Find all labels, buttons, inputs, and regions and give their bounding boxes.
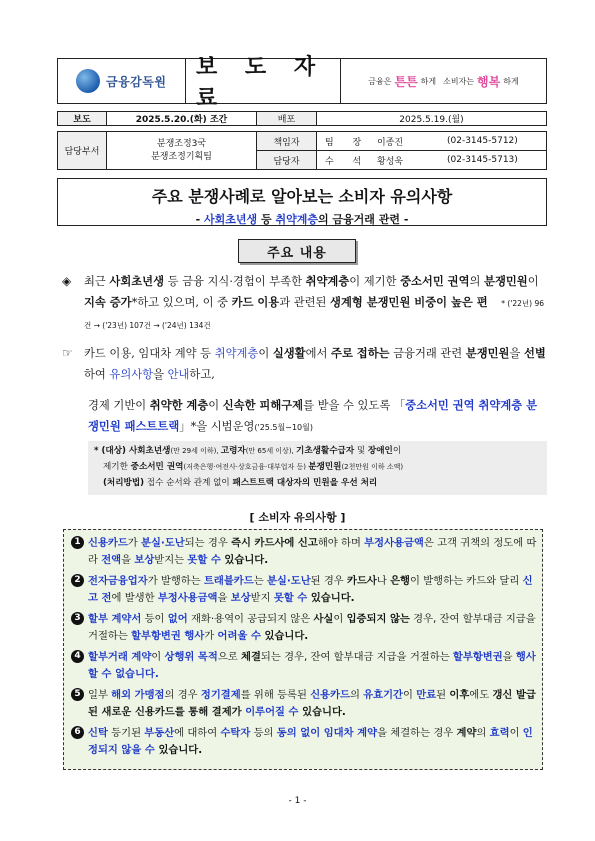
contact-name: 황성욱 — [377, 156, 404, 167]
text-run: 중소서민 권역 취약계층 분쟁민원 패스트트랙 — [88, 399, 537, 433]
text-run: 이 — [509, 727, 523, 739]
text-run: 이 — [392, 446, 402, 456]
text-run: 신탁 — [88, 727, 108, 739]
text-run: 된 경우 — [310, 575, 348, 587]
text-run: 주로 접하는 — [331, 347, 390, 360]
team-name: 분쟁조정3국 — [156, 138, 207, 149]
text-run: 부동산 — [144, 727, 175, 739]
text-run: 나 — [376, 575, 391, 587]
text-run: 은행 — [390, 575, 411, 587]
text-run: 등이 — [141, 613, 168, 625]
paragraph-text — [62, 271, 547, 336]
text-run: ('25.5월∼10월) — [254, 423, 313, 432]
text-run: 된 — [436, 689, 450, 701]
contact-table — [57, 131, 547, 170]
text-run: 이 발행하는 카드와 달리 — [410, 575, 523, 587]
text-run: 이 — [527, 275, 539, 288]
text-run: 상행위 목적 — [164, 651, 218, 663]
distribution-label: 배포 — [257, 112, 317, 125]
text-run: 으로 — [217, 651, 241, 663]
text-run: 없어 — [167, 613, 188, 625]
text-run: 분쟁민원 — [308, 462, 342, 472]
text-run: 유효기간 — [363, 689, 404, 701]
summary-paragraph-1 — [62, 271, 547, 336]
text-run: 지속 증가 — [84, 296, 132, 309]
text-run: 을 — [502, 651, 516, 663]
headline-box — [57, 178, 547, 226]
text-run: 갱신 발급된 새로운 신용카드를 통해 결제가 — [88, 689, 536, 718]
text-run: 있습니다. — [154, 744, 203, 756]
headline: 주요 분쟁사례로 알아보는 소비자 유의사항 — [151, 187, 453, 206]
text-run: *하고 있으며, 이 중 — [131, 296, 232, 309]
text-run: 경제 기반이 — [88, 399, 150, 412]
text-run: 의 — [349, 689, 364, 701]
text-run: 할부거래 계약 — [88, 651, 152, 663]
subheadline-part: 취약계층 — [275, 213, 318, 226]
text-run: 카드 이용 — [231, 296, 280, 309]
text-run: 할부항변권 — [452, 651, 503, 663]
text-run: 을 — [509, 347, 524, 360]
slogan-part: 하게 — [503, 76, 519, 86]
text-run: 은 고객 귀책의 정도에 따라 — [88, 537, 537, 566]
text-run: *을 — [190, 420, 211, 433]
text-run: 분실·도난 — [266, 575, 311, 587]
text-run: 장애인 — [367, 446, 393, 456]
text-run: 등의 — [250, 727, 277, 739]
text-run: 이 — [333, 613, 347, 625]
contact-role: 담당자 — [257, 151, 317, 169]
globe-icon — [76, 69, 100, 93]
text-run: 」 — [179, 420, 191, 433]
text-run: 부정사용금액 — [157, 592, 218, 604]
slogan — [341, 59, 546, 103]
text-run: 을 — [121, 554, 135, 566]
release-date-row — [57, 111, 547, 126]
text-run: 행사할 수 없습니다. — [88, 651, 536, 680]
release-date: 2025.5.20.(화) 조간 — [107, 112, 257, 125]
text-run: 일부 — [88, 689, 112, 701]
text-run: 있습니다. — [298, 706, 346, 718]
text-run: 하고, — [189, 368, 215, 381]
text-run: 는 — [253, 575, 267, 587]
text-run: 전액 — [101, 554, 122, 566]
text-run: 해야 하며 — [317, 537, 365, 549]
contact-phone: (02-3145-5712) — [447, 136, 518, 146]
team-name: 분쟁조정기획팀 — [151, 151, 212, 162]
text-run: * (대상) — [94, 446, 129, 456]
text-run: 분쟁민원 — [465, 347, 510, 360]
text-run: 가 — [127, 537, 142, 549]
text-run: 의 — [476, 727, 490, 739]
slogan-part: 행복 — [477, 74, 501, 89]
text-run: 를 위해 등록된 — [240, 689, 311, 701]
tip-item — [71, 611, 537, 645]
text-run: 선별 — [523, 347, 546, 360]
text-run: 어려울 수 — [217, 630, 261, 642]
text-run: 시범운영 — [210, 420, 255, 433]
contact-name: 이종진 — [377, 137, 404, 148]
contact-phone: (02-3145-5713) — [447, 155, 518, 165]
diamond-bullet-icon: ◈ — [62, 274, 72, 288]
subheadline-part: - — [195, 213, 204, 226]
text-run: (만 29세 이하), — [170, 447, 221, 455]
text-run: 에도 — [469, 689, 493, 701]
text-run: 금융거래 관련 — [389, 347, 466, 360]
text-run: 의 경우 — [164, 689, 201, 701]
distribution-date: 2025.5.19.(월) — [399, 115, 464, 125]
text-run: 생계형 분쟁민원 비중이 높은 편 — [330, 296, 488, 309]
text-run: 받지는 — [154, 554, 188, 566]
subheadline — [58, 211, 546, 227]
text-run: 카드사 — [347, 575, 377, 587]
text-run: 되는 경우, 잔여 할부대금 지급을 거절하는 — [260, 651, 453, 663]
text-run: 하여 — [84, 368, 110, 381]
text-run: 취약한 계층 — [149, 399, 209, 412]
tip-item — [71, 535, 537, 569]
logo-text: 금융감독원 — [106, 74, 167, 89]
text-run: 을 — [153, 368, 168, 381]
press-header — [57, 55, 547, 111]
pointing-hand-icon: ☞ — [62, 346, 73, 360]
text-run: 해외 가맹점 — [111, 689, 165, 701]
text-run: 부정사용금액 — [364, 537, 424, 549]
text-run: 를 받을 수 있도록 「 — [303, 399, 406, 412]
key-content-label: 주요 내용 — [238, 239, 356, 263]
text-run: 받지 — [250, 592, 274, 604]
press-release-title: 보 도 자 료 — [186, 59, 341, 103]
slogan-part: 소비자는 — [443, 76, 475, 86]
text-run: 이 — [151, 651, 165, 663]
number-badge-icon: 6 — [71, 726, 84, 739]
slogan-part: 튼튼 — [394, 74, 418, 89]
text-run: 최근 — [84, 275, 110, 288]
text-run: 취약계층 — [305, 275, 350, 288]
text-run: 사회초년생 — [109, 275, 164, 288]
text-run: 과 관련된 — [279, 296, 331, 309]
text-run: 있습니다. — [307, 592, 355, 604]
text-run: 수탁자 — [220, 727, 251, 739]
page-number: - 1 - — [288, 796, 307, 806]
text-run: 인정되지 않을 수 — [88, 727, 533, 756]
text-run: 이 제기한 — [349, 275, 401, 288]
text-run: 즉시 카드사에 신고 — [231, 537, 318, 549]
text-run: 중소서민 권역 — [130, 462, 184, 472]
text-run: 유의사항 — [109, 368, 154, 381]
text-run: 보상 — [134, 554, 155, 566]
text-run: 가 — [204, 630, 218, 642]
number-badge-icon: 5 — [71, 688, 84, 701]
text-run: 있습니다. — [260, 630, 309, 642]
consumer-tips-label: [ 소비자 유의사항 ] — [249, 511, 346, 524]
text-run: (2천만원 이하 소액) — [341, 463, 404, 471]
text-run: 이후 — [449, 689, 470, 701]
subheadline-part: 등 — [257, 213, 276, 226]
note-line — [94, 475, 541, 491]
text-run: 및 — [354, 446, 368, 456]
contact-role: 책임자 — [257, 132, 317, 150]
department-teams — [107, 132, 257, 169]
fasttrack-note — [88, 441, 547, 495]
text-run: 만료 — [416, 689, 437, 701]
note-line — [94, 443, 541, 459]
text-run: 못할 수 — [273, 592, 308, 604]
text-run: 이 — [403, 689, 417, 701]
text-run: 재화·용역이 공급되지 않은 — [187, 613, 314, 625]
text-run: 분실·도난 — [141, 537, 185, 549]
text-run: 을 — [217, 592, 231, 604]
text-run: 제기한 — [103, 462, 131, 472]
number-badge-icon: 4 — [71, 650, 84, 663]
text-run: 의 — [469, 275, 485, 288]
text-run: 등 금융 지식·경험이 부족한 — [164, 275, 306, 288]
text-run: 정기결제 — [200, 689, 241, 701]
text-run: 신속한 피해구제 — [222, 399, 304, 412]
text-run: 에서 — [305, 347, 332, 360]
text-run: 을 체결하는 경우 — [377, 727, 457, 739]
summary-paragraph-3 — [88, 395, 547, 438]
consumer-tips-box — [63, 529, 543, 770]
number-badge-icon: 1 — [71, 536, 84, 549]
tip-item — [71, 649, 537, 683]
tip-item — [71, 725, 537, 759]
department-label: 담당부서 — [58, 132, 107, 169]
text-run: 사실 — [313, 613, 334, 625]
text-run: 고령자 — [220, 446, 246, 456]
slogan-part: 하게 — [420, 76, 437, 86]
text-run: 계약 — [456, 727, 477, 739]
text-run: (저축은행·여전사·상호금융·대부업자 등) — [183, 463, 309, 471]
note-line — [94, 459, 541, 475]
contact-row — [257, 151, 546, 169]
text-run: 경우, 잔여 할부대금 지급을 거절하는 — [88, 613, 536, 642]
text-run: 트래블카드 — [203, 575, 254, 587]
text-run: 할부 계약서 — [88, 613, 142, 625]
statistics-note: * ('22년) 96건 → ('23년) 107건 → ('24년) 134건 — [84, 299, 544, 330]
text-run: 되는 경우 — [184, 537, 232, 549]
text-run: 안내 — [167, 368, 190, 381]
subheadline-part: 사회초년생 — [204, 213, 258, 226]
text-run: 이루어질 수 — [245, 706, 299, 718]
text-run: 신용카드 — [88, 537, 128, 549]
number-badge-icon: 3 — [71, 612, 84, 625]
contact-position: 팀 장 — [325, 137, 370, 148]
contact-rows — [257, 132, 546, 169]
tip-item — [71, 687, 537, 721]
text-run: 중소서민 권역 — [400, 275, 470, 288]
text-run: 할부항변권 행사 — [131, 630, 205, 642]
text-run: 효력 — [489, 727, 510, 739]
text-run: 사회초년생 — [128, 446, 171, 456]
text-run: 가 발행하는 — [147, 575, 204, 587]
text-run: 신고 전 — [88, 575, 533, 604]
text-run: 카드 이용, 임대차 계약 등 — [84, 347, 215, 360]
contact-position: 수 석 — [325, 156, 370, 167]
text-run: 전자금융업자 — [88, 575, 148, 587]
tip-item — [71, 573, 537, 607]
text-run: 분쟁민원 — [484, 275, 528, 288]
contact-row — [257, 132, 546, 151]
slogan-part: 금융은 — [368, 76, 392, 86]
text-run: 이 — [208, 399, 223, 412]
text-run: 패스트트랙 대상자의 민원을 우선 처리 — [232, 478, 378, 488]
text-run: 에 발생한 — [111, 592, 158, 604]
release-label: 보도 — [58, 112, 107, 125]
text-run: 입증되지 않는 — [346, 613, 410, 625]
text-run: 실생활 — [272, 347, 306, 360]
text-run: 이 — [258, 347, 273, 360]
text-run: 있습니다. — [220, 554, 269, 566]
summary-paragraph-2 — [62, 343, 547, 385]
number-badge-icon: 2 — [71, 574, 84, 587]
text-run: 등기된 — [107, 727, 145, 739]
text-run: 보상 — [230, 592, 251, 604]
text-run: (처리방법) — [103, 478, 145, 488]
paragraph-text — [62, 343, 547, 385]
text-run: 동의 없이 임대차 계약 — [276, 727, 378, 739]
text-run: 못할 수 — [187, 554, 221, 566]
subheadline-part: 의 금융거래 관련 - — [317, 213, 409, 226]
text-run: 에 대하여 — [174, 727, 221, 739]
text-run: 접수 순서와 관계 없이 — [144, 478, 233, 488]
fss-logo — [58, 59, 186, 103]
text-run: 체결 — [241, 651, 261, 663]
text-run: (만 65세 이상), — [245, 447, 297, 455]
text-run: 신용카드 — [310, 689, 350, 701]
text-run: 취약계층 — [214, 347, 259, 360]
text-run: 기초생활수급자 — [296, 446, 355, 456]
